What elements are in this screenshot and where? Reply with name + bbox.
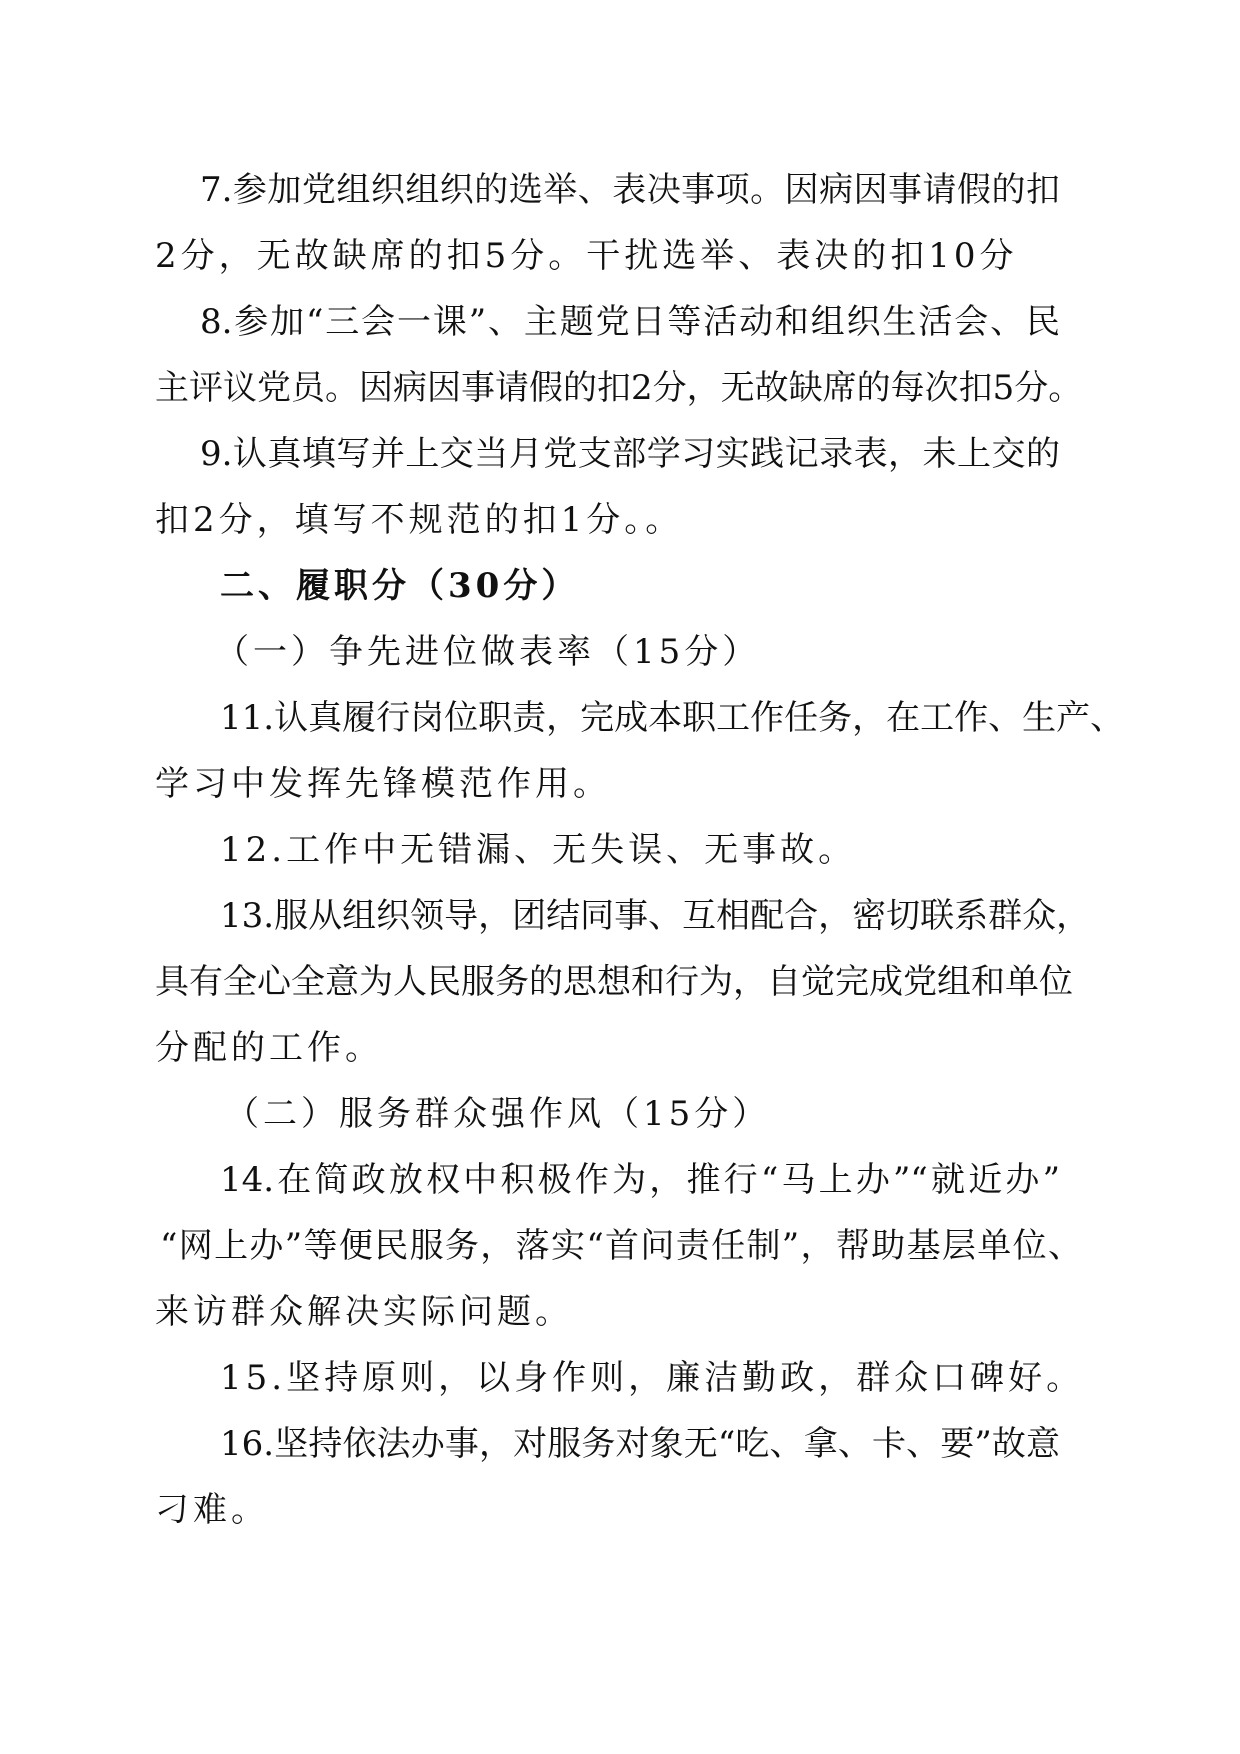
paragraph-8-line-2: 主评议党员。因病因事请假的扣2分，无故缺席的每次扣5分。 — [155, 368, 1083, 408]
paragraph-14-line-3: 来访群众解决实际问题。 — [155, 1292, 573, 1332]
paragraph-12: 12.工作中无错漏、无失误、无事故。 — [220, 830, 857, 870]
paragraph-11-line-1: 11.认真履行岗位职责，完成本职工作任务，在工作、生产、 — [220, 698, 1125, 738]
paragraph-13-line-3: 分配的工作。 — [155, 1028, 383, 1068]
paragraph-15: 15.坚持原则，以身作则，廉洁勤政，群众口碑好。 — [220, 1358, 1085, 1398]
paragraph-14-line-2: “网上办”等便民服务，落实“首问责任制”，帮助基层单位、 — [160, 1226, 1082, 1266]
paragraph-9-line-2: 扣2分，填写不规范的扣1分。。 — [155, 500, 684, 540]
paragraph-8-line-1: 8.参加“三会一课”、主题党日等活动和组织生活会、民 — [200, 302, 1060, 342]
paragraph-14-line-1: 14.在简政放权中积极作为，推行“马上办”“就近办” — [220, 1160, 1060, 1200]
paragraph-7-line-2: 2分，无故缺席的扣5分。干扰选举、表决的扣10分 — [155, 236, 1018, 276]
subsection-heading-1: （一）争先进位做表率（15分） — [215, 632, 761, 672]
paragraph-16-line-1: 16.坚持依法办事，对服务对象无“吃、拿、卡、要”故意 — [220, 1424, 1060, 1464]
paragraph-16-line-2: 刁难。 — [155, 1490, 269, 1530]
paragraph-7-line-1: 7.参加党组织组织的选举、表决事项。因病因事请假的扣 — [200, 170, 1060, 210]
paragraph-13-line-2: 具有全心全意为人民服务的思想和行为，自觉完成党组和单位 — [155, 962, 1073, 1002]
paragraph-13-line-1: 13.服从组织领导，团结同事、互相配合，密切联系群众， — [220, 896, 1091, 936]
section-heading-2: 二、履职分（30分） — [220, 566, 580, 606]
subsection-heading-2: （二）服务群众强作风（15分） — [225, 1094, 771, 1134]
paragraph-11-line-2: 学习中发挥先锋模范作用。 — [155, 764, 611, 804]
paragraph-9-line-1: 9.认真填写并上交当月党支部学习实践记录表，未上交的 — [200, 434, 1060, 474]
